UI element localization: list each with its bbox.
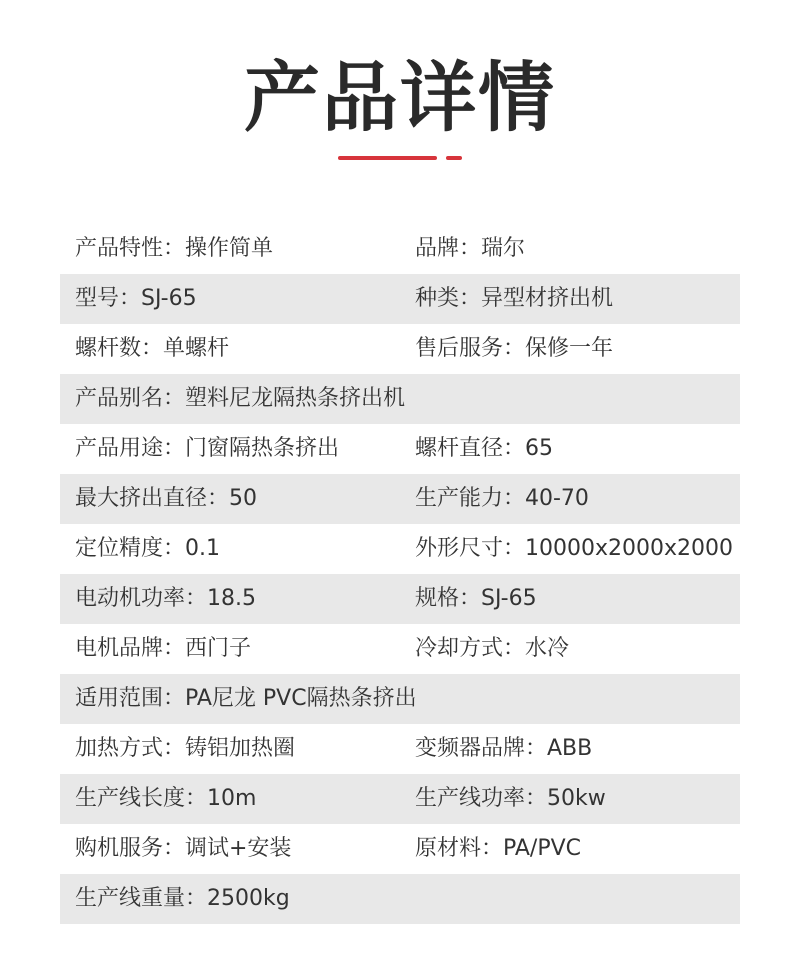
spec-cell-right: 冷却方式：水冷 xyxy=(415,636,570,661)
spec-cell-right: 种类：异型材挤出机 xyxy=(415,286,614,311)
title-underline-short xyxy=(446,156,462,160)
spec-cell-right: 外形尺寸：10000x2000x2000 xyxy=(415,536,734,561)
spec-row xyxy=(60,524,740,574)
spec-row xyxy=(60,574,740,624)
spec-cell-right: 规格：SJ-65 xyxy=(415,586,537,611)
spec-cell-left: 适用范围：PA尼龙 PVC隔热条挤出 xyxy=(75,686,417,711)
spec-cell-left: 购机服务：调试+安装 xyxy=(75,836,292,861)
spec-row xyxy=(60,224,740,274)
spec-row xyxy=(60,274,740,324)
spec-row xyxy=(60,624,740,674)
spec-row xyxy=(60,474,740,524)
spec-cell-right: 原材料：PA/PVC xyxy=(415,836,581,861)
spec-cell-left: 产品用途：门窗隔热条挤出 xyxy=(75,436,340,461)
spec-cell-left: 螺杆数：单螺杆 xyxy=(75,336,230,361)
spec-cell-right: 售后服务：保修一年 xyxy=(415,336,614,361)
spec-cell-right: 生产能力：40-70 xyxy=(415,486,589,511)
spec-cell-left: 产品别名：塑料尼龙隔热条挤出机 xyxy=(75,386,406,411)
spec-cell-right: 变频器品牌：ABB xyxy=(415,736,593,761)
spec-cell-left: 加热方式：铸铝加热圈 xyxy=(75,736,296,761)
spec-cell-left: 最大挤出直径：50 xyxy=(75,486,257,511)
page-title: 产品详情 xyxy=(244,53,556,142)
spec-row xyxy=(60,374,740,424)
spec-cell-right: 生产线功率：50kw xyxy=(415,786,606,811)
spec-cell-left: 生产线重量：2500kg xyxy=(75,886,290,911)
spec-cell-right: 品牌：瑞尔 xyxy=(415,236,526,261)
spec-cell-left: 定位精度：0.1 xyxy=(75,536,220,561)
spec-row xyxy=(60,774,740,824)
spec-row xyxy=(60,424,740,474)
spec-row xyxy=(60,724,740,774)
title-underline-long xyxy=(338,156,437,160)
spec-row xyxy=(60,324,740,374)
spec-row xyxy=(60,874,740,924)
spec-cell-left: 电动机功率：18.5 xyxy=(75,586,256,611)
spec-table xyxy=(60,224,740,924)
spec-cell-left: 产品特性：操作简单 xyxy=(75,236,274,261)
spec-cell-right: 螺杆直径：65 xyxy=(415,436,553,461)
spec-cell-left: 型号：SJ-65 xyxy=(75,286,197,311)
spec-cell-left: 电机品牌：西门子 xyxy=(75,636,252,661)
spec-row xyxy=(60,824,740,874)
spec-row xyxy=(60,674,740,724)
spec-cell-left: 生产线长度：10m xyxy=(75,786,257,811)
